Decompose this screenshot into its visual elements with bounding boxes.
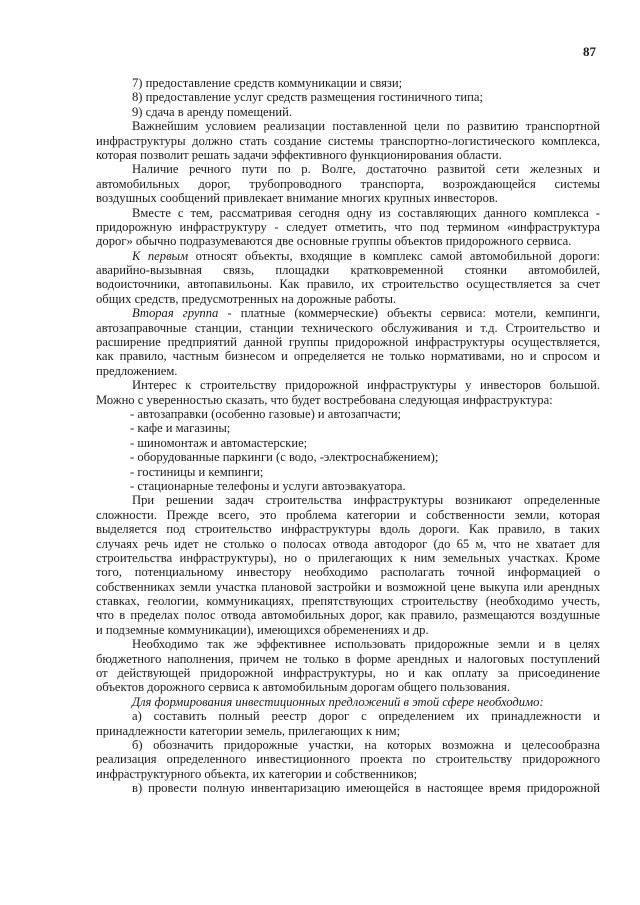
line-text: от действующей придорожной инфраструктуры, но и как оплату за присоединение (96, 666, 600, 681)
text-line (96, 119, 600, 133)
line-text: водоисточники, автопавильоны. Как правило, их строительство осуществляется за счет (96, 277, 600, 292)
line-text: предложением. (96, 363, 178, 378)
text-line (96, 680, 600, 694)
line-text: общих средств, предусмотренных на дорожные работы. (96, 291, 397, 306)
line-text: - кафе и магазины; (130, 421, 231, 436)
line-text: - стационарные телефоны и услуги автоэвакуатора. (130, 478, 406, 493)
text-line (96, 508, 600, 522)
line-text: и подземные коммуникации), имеющихся обременениях и др. (96, 622, 429, 637)
text-line (96, 162, 600, 176)
text-line (96, 450, 600, 464)
line-text: 7) предоставление средств коммуникации и связи; (132, 76, 403, 90)
text-line (96, 292, 600, 306)
text-line (96, 393, 600, 407)
line-text: придорожную инфраструктуру - следует отметить, что под термином «инфраструктура (96, 219, 600, 234)
line-text: - платные (коммерческие) объекты сервиса: мотели, кемпинги, (227, 306, 600, 321)
line-text: - гостиницы и кемпинги; (130, 464, 264, 479)
text-line (96, 234, 600, 248)
line-text: Вместе с тем, рассматривая сегодня одну из составляющих данного комплекса - (132, 205, 600, 220)
text-line (96, 623, 600, 637)
text-line (96, 206, 600, 220)
line-text: случаях речь идет не столько о полосах отвода автодорог (до 65 м, что не хватает для (96, 536, 600, 551)
text-line (96, 608, 600, 622)
text-line (96, 90, 600, 104)
line-text: автозаправочные станции, станции технического обслуживания и т.д. Строительство и (96, 320, 600, 335)
document-body (96, 76, 600, 796)
text-line (96, 551, 600, 565)
text-line (96, 652, 600, 666)
line-text: того, потенциальному инвестору необходимо располагать точной информацией о (96, 565, 600, 580)
text-line (96, 407, 600, 421)
text-line (96, 724, 600, 738)
italic-lead: Вторая группа (132, 306, 219, 321)
text-line (96, 695, 600, 709)
line-text: принадлежности категории земель, прилегающих к ним; (96, 723, 401, 738)
text-line (96, 465, 600, 479)
line-text: сложности. Прежде всего, это проблема категории и собственности земли, которая (96, 507, 600, 522)
text-line (96, 666, 600, 680)
line-text: Можно с уверенностью сказать, что будет востребована следующая инфраструктура: (96, 392, 553, 407)
text-line (96, 306, 600, 320)
line-text: в) провести полную инвентаризацию имеющейся в настоящее время придорожной (132, 781, 600, 796)
line-text: реализация определенного инвестиционного проекта по строительству придорожного (96, 752, 600, 767)
line-text: как правило, частным бизнесом и определяется не только нормативами, но и спросом и (96, 349, 600, 364)
text-line (96, 349, 600, 363)
line-text: 8) предоставление услуг средств размещения гостиничного типа; (132, 90, 483, 105)
line-text: воздушных сообщений привлекает внимание многих крупных инвесторов. (96, 191, 498, 206)
text-line (96, 479, 600, 493)
line-text: Важнейшим условием реализации поставленной цели по развитию транспортной (132, 119, 600, 134)
text-line (96, 637, 600, 651)
line-text: относят объекты, входящие в комплекс самой автомобильной дороги: (195, 248, 600, 263)
text-line (96, 594, 600, 608)
text-line (96, 580, 600, 594)
line-text: - автозаправки (особенно газовые) и автозапчасти; (130, 406, 402, 421)
line-text: собственниках земли участка плановой застройки и возможной цене выкупа или арендных (96, 579, 600, 594)
line-text: что в пределах полос отвода автомобильных дорог, как правило, размещаются воздушные (96, 608, 600, 623)
line-text: Интерес к строительству придорожной инфраструктуры у инвесторов большой. (132, 378, 600, 393)
line-text: Необходимо так же эффективнее использовать придорожные земли и в целях (132, 637, 600, 652)
line-text: Наличие речного пути по р. Волге, достаточно развитой сети железных и (132, 162, 600, 177)
line-text: инфраструктуры должно стать создание системы транспортно-логистического комплекса, (96, 133, 600, 148)
text-line (96, 277, 600, 291)
text-line (96, 335, 600, 349)
italic-lead: Для формирования инвестиционных предложений в этой сфере необходимо: (132, 694, 544, 709)
text-line (96, 263, 600, 277)
line-text: расширение предприятий данной группы придорожной инфраструктуры осуществляется, (96, 335, 600, 350)
italic-lead: К первым (132, 248, 189, 263)
line-text: 9) сдача в аренду помещений. (132, 104, 292, 119)
line-text: аварийно-вызывная связь, площадки кратковременной стоянки автомобилей, (96, 263, 600, 278)
text-line (96, 378, 600, 392)
line-text: автомобильных дорог, трубопроводного транспорта, возрождающейся системы (96, 176, 600, 191)
line-text: бюджетного наполнения, причем не только в форме арендных и налоговых поступлений (96, 651, 600, 666)
line-text: выделяется под строительство инфраструктуры вдоль дороги. Как правило, в таких (96, 522, 600, 537)
line-text: б) обозначить придорожные участки, на которых возможна и целесообразна (132, 737, 600, 752)
text-line (96, 436, 600, 450)
line-text: - шиномонтаж и автомастерские; (130, 435, 308, 450)
text-line (96, 565, 600, 579)
text-line (96, 421, 600, 435)
line-text: При решении задач строительства инфраструктуры возникают определенные (132, 493, 600, 508)
line-text: объектов дорожного сервиса к автомобильным дорогам общего пользования. (96, 680, 510, 695)
line-text: - оборудованные паркинги (с водо, -электроснабжением); (130, 450, 439, 465)
text-line (96, 321, 600, 335)
text-line (96, 537, 600, 551)
text-line (96, 522, 600, 536)
line-text: а) составить полный реестр дорог с определением их принадлежности и (132, 709, 600, 724)
page-number: 87 (583, 44, 596, 59)
line-text: дорог» обычно подразумеваются две основные группы объектов придорожного сервиса. (96, 234, 572, 249)
text-line (96, 105, 600, 119)
text-line (96, 134, 600, 148)
text-line (96, 220, 600, 234)
text-line (96, 76, 600, 90)
text-line (96, 738, 600, 752)
text-line (96, 493, 600, 507)
text-line (96, 767, 600, 781)
text-line (96, 148, 600, 162)
line-text: которая позволит решать задачи эффективного функционирования области. (96, 147, 502, 162)
text-line (96, 191, 600, 205)
text-line (96, 752, 600, 766)
line-text: инфраструктурного объекта, их категории и собственников; (96, 766, 418, 781)
line-text: строительства инфраструктуры), но о прилегающих к ним земельных участках. Кроме (96, 550, 600, 565)
line-text: ставках, геологии, коммуникациях, препятствующих строительству (необходимо учесть, (96, 594, 600, 609)
text-line (96, 177, 600, 191)
text-line (96, 781, 600, 795)
text-line (96, 364, 600, 378)
text-line (96, 709, 600, 723)
text-line (96, 249, 600, 263)
